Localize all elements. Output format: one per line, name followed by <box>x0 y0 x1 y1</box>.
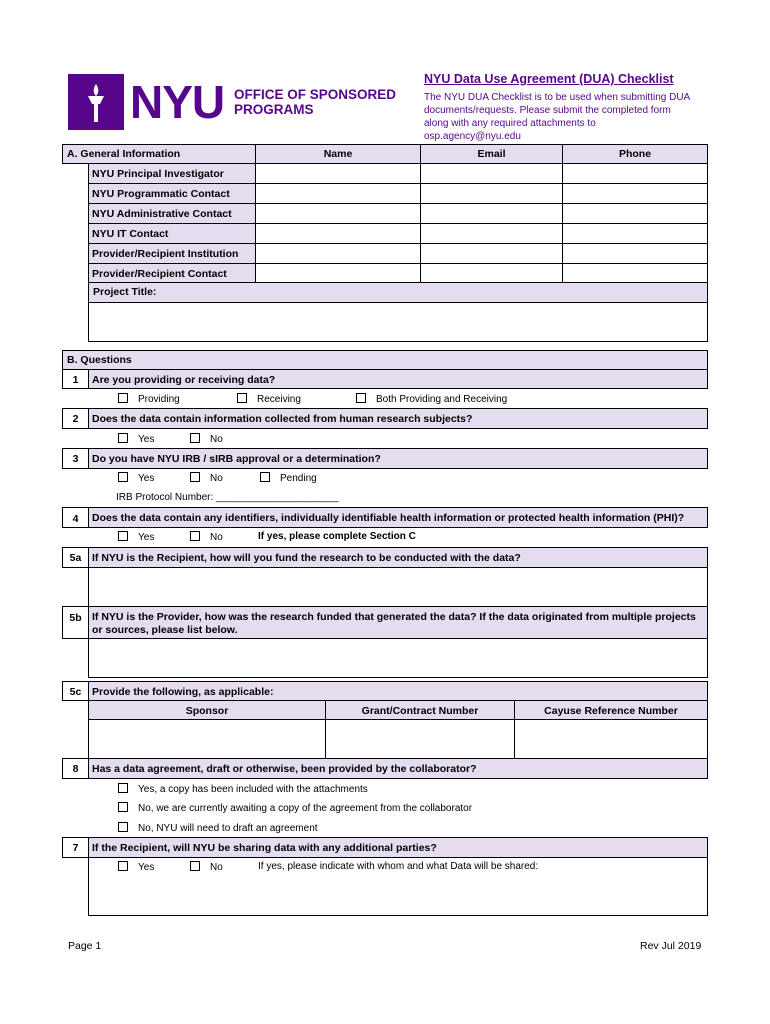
page-description: The NYU DUA Checklist is to be used when submitting DUA documents/requests. Please submit the completed form along with any required attachments to osp.agency@nyu.edu <box>424 92 690 142</box>
phone-field[interactable] <box>562 223 708 244</box>
project-title-field[interactable] <box>88 302 708 342</box>
checkbox[interactable] <box>118 802 128 812</box>
q5b-text: If NYU is the Provider, how was the research funded that generated the data? If the data originated from multiple projects or sources, please list below. <box>88 606 708 639</box>
sponsor-field[interactable] <box>88 719 326 759</box>
email-field[interactable] <box>420 203 563 224</box>
q7-text: If the Recipient, will NYU be sharing data with any additional parties? <box>88 837 708 858</box>
section-a-title: A. General Information <box>62 144 256 164</box>
q4-option-no[interactable]: No <box>190 531 223 543</box>
q4-note: If yes, please complete Section C <box>258 531 416 542</box>
contact-row-label: Provider/Recipient Contact <box>88 263 256 284</box>
q1-text: Are you providing or receiving data? <box>88 369 708 389</box>
phone-field[interactable] <box>562 203 708 224</box>
name-field[interactable] <box>255 263 421 284</box>
q2-number: 2 <box>62 408 89 429</box>
q7-number: 7 <box>62 837 89 858</box>
q5a-text: If NYU is the Recipient, how will you fund the research to be conducted with the data? <box>88 547 708 568</box>
name-field[interactable] <box>255 163 421 184</box>
checkbox[interactable] <box>190 472 200 482</box>
irb-protocol-number[interactable]: IRB Protocol Number: ______________________ <box>116 492 339 503</box>
q5b-number: 5b <box>62 606 89 639</box>
q1-number: 1 <box>62 369 89 389</box>
contact-row-label: NYU Programmatic Contact <box>88 183 256 204</box>
q3-number: 3 <box>62 448 89 469</box>
contact-row-label: Provider/Recipient Institution <box>88 243 256 264</box>
page-title: NYU Data Use Agreement (DUA) Checklist <box>424 72 674 86</box>
email-field[interactable] <box>420 223 563 244</box>
q4-number: 4 <box>62 507 89 528</box>
q1-option-both[interactable]: Both Providing and Receiving <box>356 393 507 405</box>
nyu-torch-logo <box>68 74 124 130</box>
checkbox[interactable] <box>118 393 128 403</box>
email-field[interactable] <box>420 183 563 204</box>
q3-option-no[interactable]: No <box>190 472 223 484</box>
checkbox[interactable] <box>118 433 128 443</box>
q8-option-awaiting-copy[interactable]: No, we are currently awaiting a copy of the agreement from the collaborator <box>118 802 472 814</box>
nyu-wordmark: NYU <box>130 76 225 128</box>
section-b-title: B. Questions <box>62 350 708 370</box>
contact-row-label: NYU Administrative Contact <box>88 203 256 224</box>
phone-field[interactable] <box>562 243 708 264</box>
checkbox[interactable] <box>118 472 128 482</box>
q5c-number: 5c <box>62 681 89 701</box>
checkbox[interactable] <box>190 531 200 541</box>
phone-field[interactable] <box>562 263 708 284</box>
section-b <box>62 350 708 916</box>
name-field[interactable] <box>255 183 421 204</box>
checkbox[interactable] <box>356 393 366 403</box>
q7-option-yes[interactable]: Yes <box>118 861 154 873</box>
checkbox[interactable] <box>237 393 247 403</box>
name-field[interactable] <box>255 243 421 264</box>
q5a-number: 5a <box>62 547 89 568</box>
name-field[interactable] <box>255 223 421 244</box>
q5b-answer-field[interactable] <box>88 638 708 678</box>
contact-row-label: NYU Principal Investigator <box>88 163 256 184</box>
q1-option-providing[interactable]: Providing <box>118 393 180 405</box>
page-number: Page 1 <box>68 940 102 952</box>
phone-field[interactable] <box>562 183 708 204</box>
checkbox[interactable] <box>190 433 200 443</box>
section-a <box>62 144 708 342</box>
email-field[interactable] <box>420 263 563 284</box>
q2-option-yes[interactable]: Yes <box>118 433 154 445</box>
q8-option-copy-included[interactable]: Yes, a copy has been included with the attachments <box>118 783 368 795</box>
q5a-answer-field[interactable] <box>88 567 708 607</box>
q8-text: Has a data agreement, draft or otherwise, been provided by the collaborator? <box>88 758 708 779</box>
checkbox[interactable] <box>260 472 270 482</box>
q8-option-nyu-draft[interactable]: No, NYU will need to draft an agreement <box>118 822 318 834</box>
project-title-label: Project Title: <box>88 282 708 303</box>
checkbox[interactable] <box>118 531 128 541</box>
q8-number: 8 <box>62 758 89 779</box>
q2-option-no[interactable]: No <box>190 433 223 445</box>
email-field[interactable] <box>420 163 563 184</box>
checkbox[interactable] <box>118 822 128 832</box>
col-name: Name <box>255 144 421 164</box>
col-grant-contract-number: Grant/Contract Number <box>325 700 515 720</box>
q2-text: Does the data contain information collected from human research subjects? <box>88 408 708 429</box>
name-field[interactable] <box>255 203 421 224</box>
col-phone: Phone <box>562 144 708 164</box>
q3-option-pending[interactable]: Pending <box>260 472 317 484</box>
cayuse-reference-number-field[interactable] <box>514 719 708 759</box>
grant-contract-number-field[interactable] <box>325 719 515 759</box>
phone-field[interactable] <box>562 163 708 184</box>
checkbox[interactable] <box>118 861 128 871</box>
revision-date: Rev Jul 2019 <box>640 940 702 952</box>
email-field[interactable] <box>420 243 563 264</box>
q3-option-yes[interactable]: Yes <box>118 472 154 484</box>
q5c-text: Provide the following, as applicable: <box>88 681 708 701</box>
q4-text: Does the data contain any identifiers, individually identifiable health information or protected health information (PHI)? <box>88 507 708 528</box>
contact-row-label: NYU IT Contact <box>88 223 256 244</box>
q3-text: Do you have NYU IRB / sIRB approval or a determination? <box>88 448 708 469</box>
checkbox[interactable] <box>190 861 200 871</box>
col-email: Email <box>420 144 563 164</box>
col-cayuse-reference-number: Cayuse Reference Number <box>514 700 708 720</box>
q7-note: If yes, please indicate with whom and what Data will be shared: <box>258 861 539 872</box>
checkbox[interactable] <box>118 783 128 793</box>
q1-option-receiving[interactable]: Receiving <box>237 393 301 405</box>
q7-option-no[interactable]: No <box>190 861 223 873</box>
q4-option-yes[interactable]: Yes <box>118 531 154 543</box>
office-name: OFFICE OF SPONSORED PROGRAMS <box>234 87 397 117</box>
col-sponsor: Sponsor <box>88 700 326 720</box>
